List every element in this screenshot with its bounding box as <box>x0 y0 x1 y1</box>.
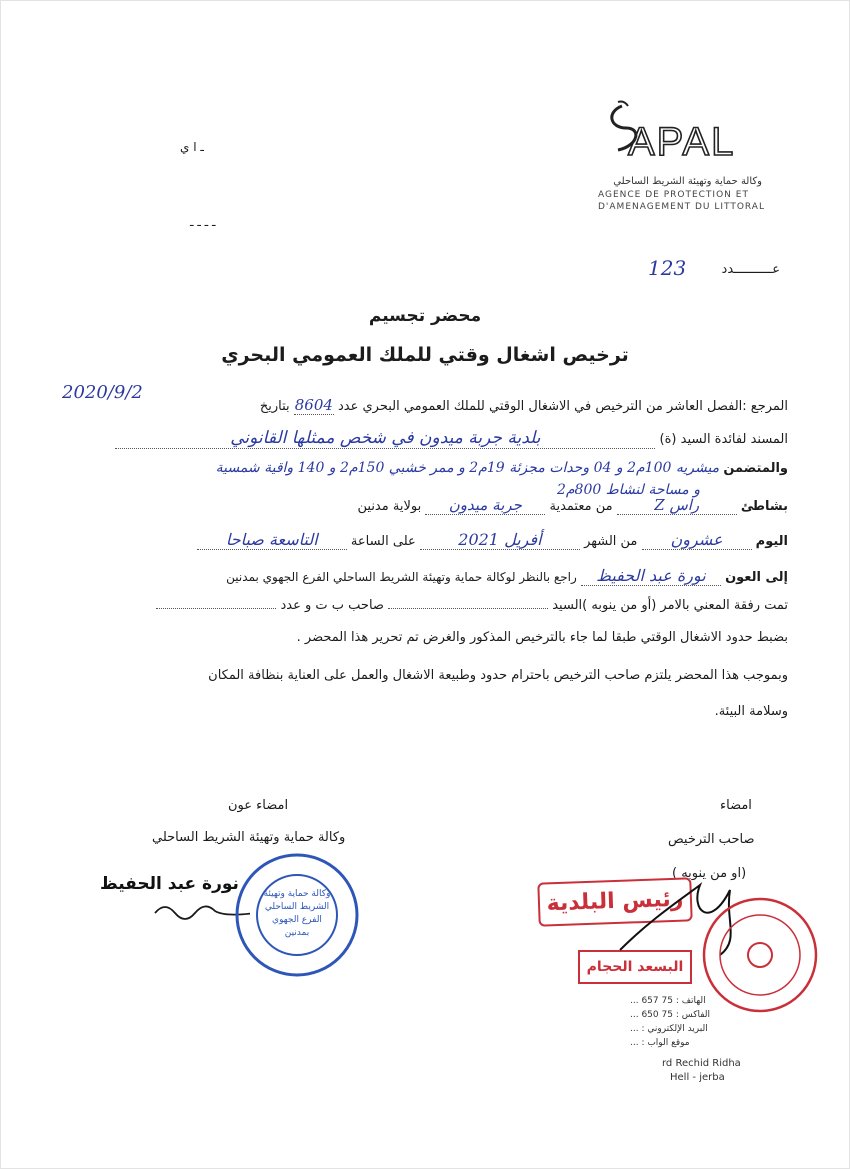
field-id-blank <box>156 608 276 609</box>
field-accompanied <box>28 598 788 613</box>
field-agent-label: إلى العون <box>725 570 788 585</box>
body-paragraph-1: بضبط حدود الاشغال الوقتي طبقا لما جاء بالترخيص المذكور والغرض تم تحرير هذا المحضر . <box>296 630 788 645</box>
field-hour-label: على الساعة <box>350 534 416 549</box>
footer-line-4: موقع الواب : ... <box>630 1038 690 1048</box>
field-agent-value: نورة عبد الحفيظ <box>581 566 721 586</box>
agency-fr-line1: AGENCE DE PROTECTION ET <box>598 190 749 200</box>
field-location <box>68 496 788 515</box>
field-delegation-value: جربة ميدون <box>425 496 545 515</box>
field-reference-date: 2020/9/2 <box>62 382 143 403</box>
footer-line-1: الهاتف : 75 657 ... <box>630 996 706 1006</box>
field-content-label: والمتضمن <box>723 461 788 476</box>
field-reference-number: 8604 <box>294 396 333 414</box>
footer-line-6: Hell - jerba <box>670 1072 725 1083</box>
holder-signature-label: امضاء <box>720 798 752 813</box>
field-governorate-label: بولاية مدنين <box>357 499 422 514</box>
title-line-2: ترخيص اشغال وقتي للملك العمومي البحري <box>221 344 629 366</box>
field-beach-label: بشاطئ <box>740 499 788 514</box>
header-note-2: ـ ـ ـ ـ <box>190 215 216 229</box>
document-number <box>600 256 780 280</box>
title-line-1: محضر تجسيم <box>368 306 482 326</box>
field-content-cont-value: و مساحة لنشاط 800م2 <box>556 482 700 498</box>
field-reference <box>68 396 788 415</box>
field-datetime <box>28 530 788 550</box>
holder-signature-sub: صاحب الترخيص <box>668 832 755 847</box>
mayor-stamp: رئيس البلدية <box>537 877 692 926</box>
field-hour-value: التاسعة صباحا <box>197 530 347 550</box>
field-agent <box>28 566 788 586</box>
field-month-label: من الشهر <box>584 534 638 549</box>
field-reference-date-label: بتاريخ <box>259 399 290 414</box>
field-accompanied-suffix: صاحب ب ت و عدد <box>280 598 384 613</box>
field-month-value: أفريل 2021 <box>420 530 580 550</box>
field-accompanied-label: تمت رفقة المعني بالامر (أو من ينوبه )السيد <box>552 598 788 613</box>
agent-signature-sub: وكالة حماية وتهيئة الشريط الساحلي <box>152 830 346 845</box>
number-label: عــــــــــدد <box>721 262 780 277</box>
mayor-name-stamp: البسعد الحجام <box>578 950 692 984</box>
field-delegation-label: من معتمدية <box>549 499 613 514</box>
agent-signature-label: امضاء عون <box>228 798 289 813</box>
holder-signature-sub2: (او من ينوبه ) <box>672 866 747 881</box>
footer-line-5: rd Rechid Ridha <box>662 1058 741 1069</box>
field-day-label: اليوم <box>755 534 788 549</box>
header-note-1: ـ ا ي <box>180 140 204 154</box>
field-reference-label: المرجع :الفصل العاشر من الترخيص في الاشغال الوقتي للملك العمومي البحري عدد <box>337 399 788 414</box>
agency-fr-line2: D'AMENAGEMENT DU LITTORAL <box>598 202 765 212</box>
footer-line-3: البريد الإلكتروني : ... <box>630 1024 708 1034</box>
blue-stamp-text: وكالة حماية وتهيئة الشريط الساحلي الفرع الجهوي بمدنين <box>263 889 331 938</box>
field-day-value: عشرون <box>642 530 752 550</box>
logo-wordmark: APAL <box>628 120 736 164</box>
body-paragraph-2: وبموجب هذا المحضر يلتزم صاحب الترخيص باحترام حدود وطبيعة الاشغال والعمل على العناية بنظافة المكان <box>208 668 788 683</box>
footer-line-2: الفاكس : 75 650 ... <box>630 1010 711 1020</box>
field-agent-suffix: راجع بالنظر لوكالة حماية وتهيئة الشريط الساحلي الفرع الجهوي بمدنين <box>226 570 577 584</box>
agency-arabic: وكالة حماية وتهيئة الشريط الساحلي <box>613 176 762 187</box>
apal-logo <box>598 98 768 223</box>
field-beneficiary <box>68 428 788 449</box>
number-value: 123 <box>648 256 687 280</box>
field-beneficiary-label: المسند لفائدة السيد (ة) <box>659 432 788 447</box>
field-accompanied-value <box>388 608 548 609</box>
blue-agency-stamp <box>232 850 362 980</box>
field-beach-value: راس Z <box>617 496 737 515</box>
field-beneficiary-value: بلدية جربة ميدون في شخص ممثلها القانوني <box>115 428 655 449</box>
body-paragraph-3: وسلامة البيئة. <box>714 704 788 719</box>
field-content-value: ميشريه 100م2 و 04 وحدات مجزئة 19م2 و ممر خشبي 150م2 و 140 واقية شمسية <box>215 460 720 476</box>
municipality-round-stamp <box>700 895 820 1015</box>
agent-name: نورة عبد الحفيظ <box>100 874 239 894</box>
field-content <box>0 460 788 476</box>
